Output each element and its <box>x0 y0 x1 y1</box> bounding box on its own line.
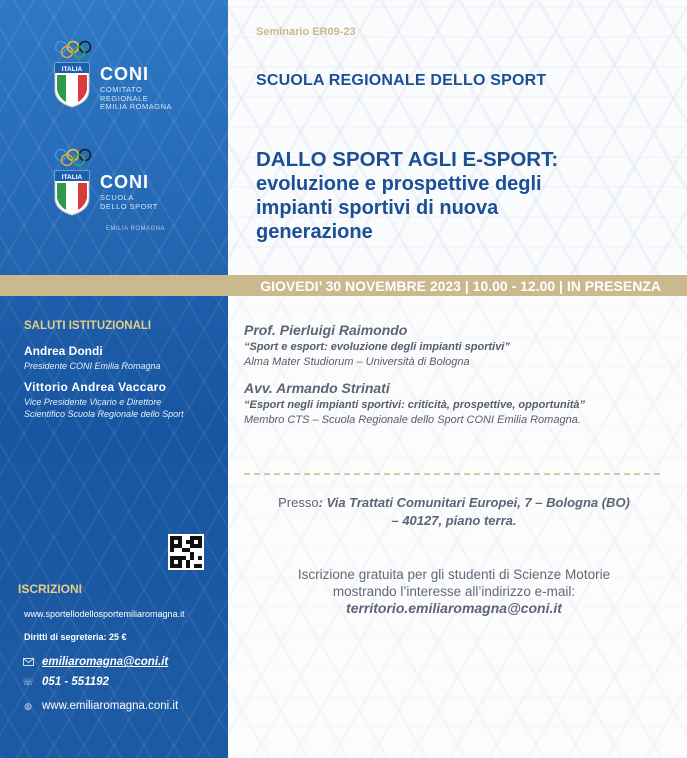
speaker-affiliation: Alma Mater Studiorum – Università di Bologna <box>244 356 470 368</box>
registration-line: mostrando l’interesse all’indirizzo e-mail: <box>332 584 576 599</box>
date-time-location: GIOVEDI’ 30 NOVEMBRE 2023 | 10.00 - 12.00 | IN PRESENZA <box>260 278 661 294</box>
speaker-name: Avv. Armando Strinati <box>244 380 390 396</box>
talk-title: “Esport negli impianti sportivi: criticità, prospettive, opportunità” <box>244 399 586 411</box>
person-role: Vice Presidente Vicario e Direttore <box>24 397 162 407</box>
date-bar <box>0 275 687 296</box>
venue-address: : Via Trattati Comunitari Europei, 7 – Bologna (BO) <box>318 495 630 510</box>
talk-title: “Sport e esport: evoluzione degli impianti sportivi” <box>244 341 510 353</box>
speaker-affiliation: Membro CTS – Scuola Regionale dello Sport CONI Emilia Romagna. <box>244 414 581 426</box>
globe-icon: ◍ <box>24 700 32 711</box>
olympic-rings-icon <box>54 148 104 168</box>
person-name: Andrea Dondi <box>24 344 103 358</box>
person-role: Presidente CONI Emilia Romagna <box>24 361 161 371</box>
iscrizioni-heading: ISCRIZIONI <box>18 582 83 596</box>
event-title-line: DALLO SPORT AGLI E-SPORT: <box>256 148 559 171</box>
website-link[interactable]: www.emiliaromagna.coni.it <box>42 700 179 712</box>
divider <box>244 473 660 475</box>
venue-info <box>244 494 664 530</box>
phone-icon: ☏ <box>22 676 34 687</box>
event-title-line: generazione <box>256 221 373 243</box>
portal-link[interactable]: www.sportellodellosportemiliaromagna.it <box>24 609 185 619</box>
person-name: Vittorio Andrea Vaccaro <box>24 380 167 394</box>
website-row <box>22 700 178 712</box>
coni-scuola-sport-logo <box>54 148 204 228</box>
registration-info <box>244 566 664 617</box>
registration-email[interactable]: territorio.emiliaromagna@coni.it <box>346 600 562 616</box>
registration-line: Iscrizione gratuita per gli studenti di Scienze Motorie <box>297 567 611 582</box>
saluti-heading: SALUTI ISTITUZIONALI <box>24 320 152 332</box>
email-row <box>22 656 168 668</box>
coni-emilia-romagna-logo <box>54 40 204 120</box>
italy-shield-icon <box>54 62 90 108</box>
person-role: Scientifico Scuola Regionale dello Sport <box>24 409 184 419</box>
event-title <box>256 148 656 244</box>
shield-flag-text: ITALIA <box>61 174 83 181</box>
venue-prefix: Presso <box>278 495 319 510</box>
speaker-name: Prof. Pierluigi Raimondo <box>244 322 408 338</box>
qr-code[interactable] <box>168 534 204 570</box>
olympic-rings-icon <box>54 40 104 60</box>
coni-subtitle: COMITATO REGIONALE EMILIA ROMAGNA <box>100 85 173 111</box>
italy-shield-icon <box>54 170 90 216</box>
school-title: SCUOLA REGIONALE DELLO SPORT <box>256 72 547 89</box>
qr-code-icon <box>170 536 202 568</box>
event-title-line: impianti sportivi di nuova <box>256 197 499 219</box>
logo-footer-text: EMILIA ROMAGNA <box>106 226 166 232</box>
event-title-line: evoluzione e prospettive degli <box>256 173 542 195</box>
shield-flag-text: ITALIA <box>61 66 83 73</box>
phone-row <box>22 676 109 688</box>
venue-address-line2: – 40127, piano terra. <box>391 513 517 528</box>
coni-subtitle: SCUOLA DELLO SPORT <box>100 193 158 211</box>
seminar-code: Seminario ER09-23 <box>256 26 356 38</box>
envelope-icon <box>22 658 34 666</box>
email-link[interactable]: emiliaromagna@coni.it <box>42 656 169 668</box>
coni-wordmark: CONI <box>100 172 149 192</box>
phone-number[interactable]: 051 - 551192 <box>42 676 109 688</box>
fee-text: Diritti di segreteria: 25 € <box>24 632 127 642</box>
coni-wordmark: CONI <box>100 64 149 84</box>
